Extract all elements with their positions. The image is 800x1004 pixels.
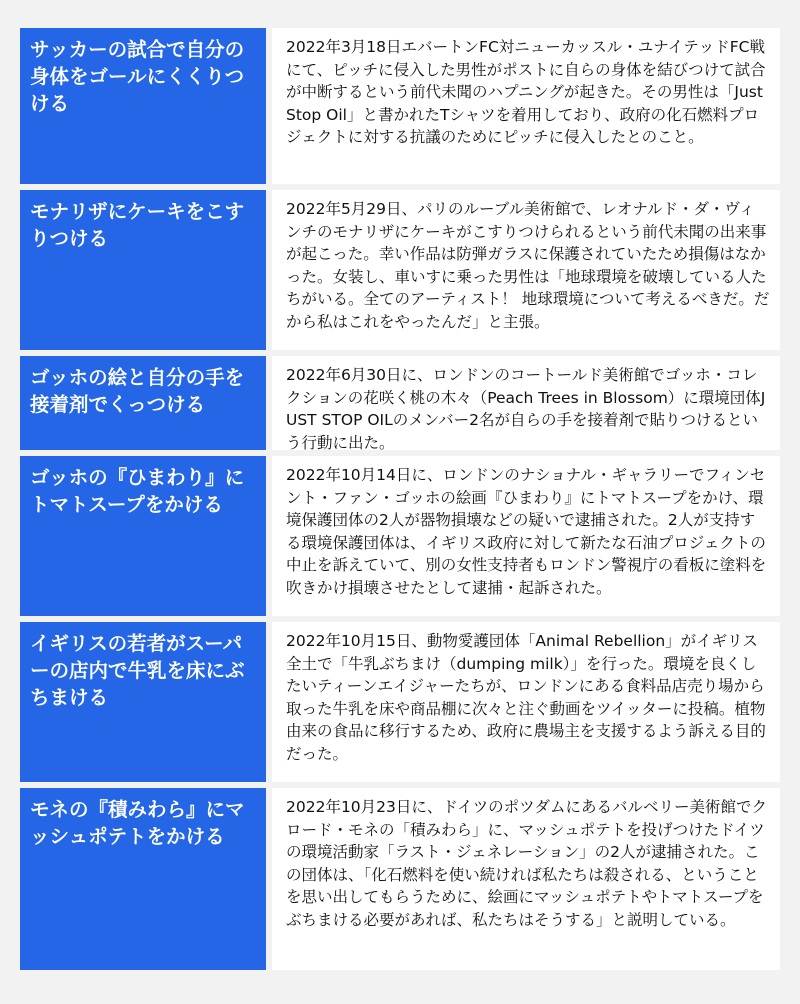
incident-title: ゴッホの絵と自分の手を接着剤でくっつける: [20, 356, 266, 450]
incident-title: モネの『積みわら』にマッシュポテトをかける: [20, 788, 266, 970]
incident-description: 2022年10月14日に、ロンドンのナショナル・ギャラリーでフィンセント・ファン・ゴッホの絵画『ひまわり』にトマトスープをかけ、環境保護団体の2人が器物損壊などの疑いで逮捕された。2人が支持する環境保護団体は、イギリス政府に対して新たな石油プロジェクトの中止を訴えていて、別の女性支持者もロンドン警視庁の看板に塗料を吹きかけ損壊させたとして逮捕・起訴された。: [272, 456, 780, 616]
table-row: [20, 28, 780, 184]
table-row: [20, 190, 780, 350]
incident-description: 2022年6月30日に、ロンドンのコートールド美術館でゴッホ・コレクションの花咲く桃の木々（Peach Trees in Blossom）に環境団体JUST STOP OILのメンバー2名が自らの手を接着剤で貼りつけるという行動に出た。: [272, 356, 780, 450]
incident-description: 2022年10月23日に、ドイツのポツダムにあるバルベリー美術館でクロード・モネの「積みわら」に、マッシュポテトを投げつけたドイツの環境活動家「ラスト・ジェネレーション」の2人が逮捕された。この団体は、「化石燃料を使い続ければ私たちは殺される、ということを思い出してもらうために、絵画にマッシュポテトやトマトスープをぶちまける必要があれば、私たちはそうする」と説明している。: [272, 788, 780, 970]
incident-description: 2022年3月18日エバートンFC対ニューカッスル・ユナイテッドFC戦にて、ピッチに侵入した男性がポストに自らの身体を結びつけて試合が中断するという前代未聞のハプニングが起きた。その男性は「Just Stop Oil」と書かれたTシャツを着用しており、政府の化石燃料プロジェクトに対する抗議のためにピッチに侵入したとのこと。: [272, 28, 780, 184]
table-row: [20, 456, 780, 616]
incident-title: イギリスの若者がスーパーの店内で牛乳を床にぶちまける: [20, 622, 266, 782]
table-row: [20, 788, 780, 970]
table-row: [20, 356, 780, 450]
incident-table: [20, 28, 780, 976]
incident-title: ゴッホの『ひまわり』にトマトスープをかける: [20, 456, 266, 616]
table-row: [20, 622, 780, 782]
incident-description: 2022年10月15日、動物愛護団体「Animal Rebellion」がイギリス全土で「牛乳ぶちまけ（dumping milk）」を行った。環境を良くしたいティーンエイジャーたちが、ロンドンにある食料品店売り場から取った牛乳を床や商品棚に次々と注ぐ動画をツイッターに投稿。植物由来の食品に移行するため、政府に農場主を支援するよう訴える目的だった。: [272, 622, 780, 782]
incident-description: 2022年5月29日、パリのルーブル美術館で、レオナルド・ダ・ヴィンチのモナリザにケーキがこすりつけられるという前代未聞の出来事が起こった。幸い作品は防弾ガラスに保護されていたため損傷はなかった。女装し、車いすに乗った男性は「地球環境を破壊している人たちがいる。全てのアーティスト！ 地球環境について考えるべきだ。だから私はこれをやったんだ」と主張。: [272, 190, 780, 350]
incident-title: サッカーの試合で自分の身体をゴールにくくりつける: [20, 28, 266, 184]
incident-title: モナリザにケーキをこすりつける: [20, 190, 266, 350]
